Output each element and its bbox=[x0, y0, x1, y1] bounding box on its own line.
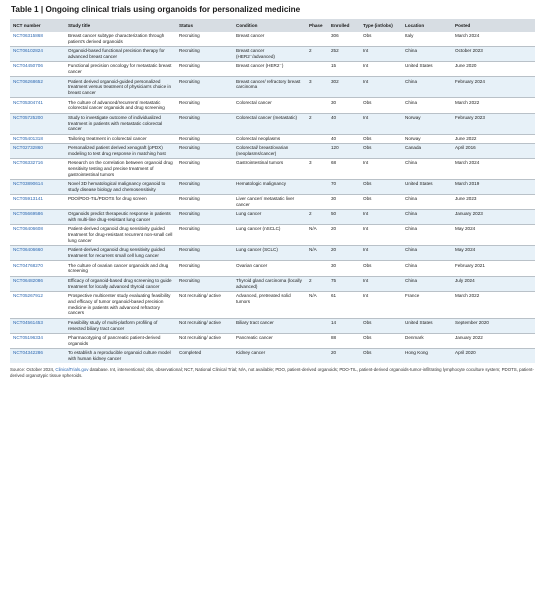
cell-condition: Breast cancer/ refractory breast carcinoma bbox=[233, 77, 306, 98]
cell-posted: February 2024 bbox=[452, 77, 535, 98]
cell-enrolled: 30 bbox=[328, 195, 360, 210]
cell-phase: 3 bbox=[306, 158, 328, 179]
table-row bbox=[10, 47, 535, 62]
cell-enrolled: 20 bbox=[328, 246, 360, 261]
table-row bbox=[10, 158, 535, 179]
cell-posted: September 2020 bbox=[452, 318, 535, 333]
cell-status: Recruiting bbox=[176, 276, 233, 291]
cell-status: Recruiting bbox=[176, 261, 233, 276]
cell-location: Hong Kong bbox=[402, 348, 452, 363]
cell-posted: February 2023 bbox=[452, 113, 535, 134]
cell-condition: Ovarian cancer bbox=[233, 261, 306, 276]
table-row bbox=[10, 143, 535, 158]
cell-enrolled: 88 bbox=[328, 333, 360, 348]
cell-enrolled: 30 bbox=[328, 261, 360, 276]
cell-condition: Colorectal cancer bbox=[233, 98, 306, 113]
cell-study-title: Pharmacotyping of pancreatic patient-derived organoids bbox=[65, 333, 176, 348]
cell-nct-number[interactable]: NCT05913141 bbox=[10, 195, 65, 210]
cell-nct-number[interactable]: NCT06406608 bbox=[10, 225, 65, 246]
cell-location: Italy bbox=[405, 33, 414, 39]
cell-enrolled: 30 bbox=[328, 98, 360, 113]
cell-nct-number[interactable]: NCT05401318 bbox=[10, 134, 65, 143]
cell-location: France bbox=[402, 291, 452, 318]
cell-enrolled: 15 bbox=[328, 62, 360, 77]
cell-phase bbox=[306, 143, 328, 158]
cell-enrolled: 20 bbox=[328, 225, 360, 246]
cell-type: Obs bbox=[360, 195, 402, 210]
cell-phase bbox=[306, 179, 328, 194]
table-row bbox=[10, 195, 535, 210]
cell-nct-number[interactable]: NCT06102824 bbox=[10, 47, 65, 62]
cell-posted: January 2023 bbox=[452, 210, 535, 225]
cell-posted: May 2024 bbox=[452, 246, 535, 261]
cell-enrolled: 20 bbox=[328, 348, 360, 363]
cell-nct-number[interactable]: NCT05669586 bbox=[10, 210, 65, 225]
cell-status: Recruiting bbox=[176, 134, 233, 143]
cell-condition: Lung cancer (nSCLC) bbox=[233, 225, 306, 246]
cell-nct-number[interactable]: NCT05304741 bbox=[10, 98, 65, 113]
cell-type: Obs bbox=[360, 134, 402, 143]
cell-enrolled: 61 bbox=[328, 291, 360, 318]
cell-location: China bbox=[402, 210, 452, 225]
cell-study-title: Research on the correlation between organoid drug sensitivity testing and precise treatment of gastrointestinal tumors bbox=[65, 158, 176, 179]
cell-condition: Gastrointestinal tumors bbox=[233, 158, 306, 179]
cell-condition: Breast cancer (HER2⁻/advanced) bbox=[233, 47, 306, 62]
cell-condition: Breast cancer (HER2⁻) bbox=[233, 62, 306, 77]
cell-type: Obs bbox=[360, 333, 402, 348]
cell-status: Completed bbox=[176, 348, 233, 363]
cell-status: Recruiting bbox=[176, 62, 233, 77]
cell-study-title: Patient-derived organoid drug sensitivity guided treatment for drug-resistant recurrent non-small cell lung cancer bbox=[65, 225, 176, 246]
table-row bbox=[10, 32, 535, 47]
cell-status: Recruiting bbox=[176, 246, 233, 261]
cell-type: Obs bbox=[360, 143, 402, 158]
cell-location: China bbox=[402, 195, 452, 210]
cell-status: Recruiting bbox=[176, 179, 233, 194]
cell-study-title: Efficacy of organoid-based drug screening to guide treatment for locally advanced thyroid cancer bbox=[65, 276, 176, 291]
cell-study-title: Novel 3D hematological malignancy organoid to study disease biology and chemosensitivity bbox=[65, 179, 176, 194]
cell-location: China bbox=[402, 225, 452, 246]
header-study-title: Study title bbox=[65, 19, 176, 32]
cell-status: Recruiting bbox=[176, 47, 233, 62]
cell-enrolled: 50 bbox=[328, 210, 360, 225]
cell-status: Recruiting bbox=[176, 77, 233, 98]
table-row bbox=[10, 134, 535, 143]
cell-condition: Advanced, pretreated solid tumors bbox=[233, 291, 306, 318]
cell-status: Recruiting bbox=[176, 225, 233, 246]
cell-enrolled: 120 bbox=[328, 143, 360, 158]
cell-phase bbox=[306, 62, 328, 77]
table-body bbox=[10, 32, 535, 363]
cell-nct-number[interactable]: NCT04450706 bbox=[10, 62, 65, 77]
cell-status: Not recruiting/ active bbox=[176, 318, 233, 333]
header-phase: Phase bbox=[306, 19, 328, 32]
cell-phase bbox=[306, 134, 328, 143]
cell-study-title: Organoid-based functional precision therapy for advanced breast cancer bbox=[65, 47, 176, 62]
cell-type: Int bbox=[360, 77, 402, 98]
cell-location: China bbox=[402, 158, 452, 179]
cell-study-title: Study to investigate outcome of individualized treatment in patients with metastatic colorectal cancer bbox=[65, 113, 176, 134]
cell-phase bbox=[306, 98, 328, 113]
clinical-trials-table bbox=[10, 19, 535, 363]
cell-phase: N/A bbox=[306, 225, 328, 246]
cell-nct-number[interactable]: NCT06332716 bbox=[10, 158, 65, 179]
cell-status: Recruiting bbox=[176, 143, 233, 158]
cell-posted: March 2022 bbox=[452, 291, 535, 318]
cell-posted: October 2023 bbox=[452, 47, 535, 62]
cell-location: China bbox=[402, 276, 452, 291]
cell-status: Recruiting bbox=[176, 98, 233, 113]
cell-condition: Thyroid gland carcinoma (locally advanced) bbox=[233, 276, 306, 291]
cell-nct-number[interactable]: NCT06406660 bbox=[10, 246, 65, 261]
cell-location: China bbox=[402, 98, 452, 113]
header-enrolled: Enrolled bbox=[328, 19, 360, 32]
cell-condition: Lung cancer bbox=[233, 210, 306, 225]
cell-status: Recruiting bbox=[176, 195, 233, 210]
cell-study-title: Feasibility study of multi-platform profiling of resected biliary tract cancer bbox=[65, 318, 176, 333]
cell-status: Not recruiting/ active bbox=[176, 333, 233, 348]
cell-nct-number[interactable]: NCT04768270 bbox=[10, 261, 65, 276]
cell-posted: July 2024 bbox=[452, 276, 535, 291]
cell-location: China bbox=[402, 261, 452, 276]
cell-location: United States bbox=[402, 179, 452, 194]
table-row bbox=[10, 98, 535, 113]
cell-study-title: PDO/PDO-TIL/PDOTS for drug screen bbox=[65, 195, 176, 210]
cell-nct-number[interactable]: NCT05267912 bbox=[10, 291, 65, 318]
cell-study-title: Prospective multicenter study evaluating feasibility and efficacy of tumor organoid-based precision medicine in patients with advanced refractory cancers bbox=[65, 291, 176, 318]
cell-nct-number[interactable]: NCT06268652 bbox=[10, 77, 65, 98]
table-row bbox=[10, 276, 535, 291]
cell-location: United States bbox=[402, 318, 452, 333]
cell-nct-number[interactable]: NCT04561453 bbox=[10, 318, 65, 333]
cell-condition: Colorectal cancer (metastatic) bbox=[233, 113, 306, 134]
table-row bbox=[10, 291, 535, 318]
header-status: Status bbox=[176, 19, 233, 32]
cell-type: Obs bbox=[360, 261, 402, 276]
table-row bbox=[10, 210, 535, 225]
cell-study-title: Patient-derived organoid drug sensitivity guided treatment for recurrent small cell lung cancer bbox=[65, 246, 176, 261]
cell-condition: Lung cancer (SCLC) bbox=[233, 246, 306, 261]
cell-location: China bbox=[402, 246, 452, 261]
cell-enrolled: 306 bbox=[331, 33, 339, 39]
cell-posted: April 2016 bbox=[452, 143, 535, 158]
cell-status: Recruiting bbox=[179, 33, 200, 39]
cell-nct-number[interactable]: NCT04342286 bbox=[10, 348, 65, 363]
cell-condition: Hematologic malignancy bbox=[233, 179, 306, 194]
header-type: Type (int/obs) bbox=[360, 19, 402, 32]
cell-type: Int bbox=[360, 225, 402, 246]
cell-study-title: To establish a reproducible organoid culture model with human kidney cancer bbox=[65, 348, 176, 363]
table-row bbox=[10, 261, 535, 276]
cell-posted: March 2022 bbox=[452, 98, 535, 113]
table-row bbox=[10, 62, 535, 77]
cell-type: Int bbox=[360, 210, 402, 225]
cell-location: Norway bbox=[402, 113, 452, 134]
cell-type: Int bbox=[360, 62, 402, 77]
cell-type: Int bbox=[360, 246, 402, 261]
cell-nct-number[interactable]: NCT06315868 bbox=[13, 33, 43, 39]
cell-posted: June 2023 bbox=[452, 195, 535, 210]
cell-enrolled: 40 bbox=[328, 113, 360, 134]
header-row bbox=[10, 19, 535, 32]
cell-phase bbox=[306, 32, 328, 47]
cell-posted: March 2024 bbox=[455, 33, 480, 39]
cell-enrolled: 68 bbox=[328, 158, 360, 179]
cell-status: Not recruiting/ active bbox=[176, 291, 233, 318]
cell-type: Int bbox=[360, 291, 402, 318]
cell-study-title: Functional precision oncology for metastatic breast cancer bbox=[65, 62, 176, 77]
cell-location: Norway bbox=[402, 134, 452, 143]
table-row bbox=[10, 225, 535, 246]
cell-study-title: Organoids predict therapeutic response in patients with multi-line drug-resistant lung cancer bbox=[65, 210, 176, 225]
cell-nct-number[interactable]: NCT06482086 bbox=[10, 276, 65, 291]
cell-type: Obs bbox=[360, 318, 402, 333]
cell-enrolled: 14 bbox=[328, 318, 360, 333]
cell-type: Obs bbox=[360, 348, 402, 363]
clinicaltrials-link[interactable]: ClinicalTrials.gov bbox=[55, 366, 89, 372]
cell-enrolled: 40 bbox=[328, 134, 360, 143]
cell-posted: March 2024 bbox=[452, 158, 535, 179]
cell-location: Denmark bbox=[402, 333, 452, 348]
table-row bbox=[10, 348, 535, 363]
cell-condition: Breast cancer bbox=[236, 33, 265, 39]
cell-enrolled: 252 bbox=[328, 47, 360, 62]
cell-phase: 3 bbox=[306, 77, 328, 98]
table-footnote bbox=[10, 367, 535, 379]
table-row bbox=[10, 179, 535, 194]
cell-posted: June 2022 bbox=[452, 134, 535, 143]
header-posted: Posted bbox=[452, 19, 535, 32]
header-location: Location bbox=[402, 19, 452, 32]
cell-enrolled: 302 bbox=[328, 77, 360, 98]
cell-phase bbox=[306, 195, 328, 210]
cell-study-title: Personalized patient derived xenograft (pPDX) modeling to test drug response in matching host bbox=[65, 143, 176, 158]
cell-condition: Liver cancer/ metastatic liver cancer bbox=[233, 195, 306, 210]
header-nct-number: NCT number bbox=[10, 19, 65, 32]
cell-condition: Colorectal/ breast/ovarian (neoplasms/cancer) bbox=[233, 143, 306, 158]
cell-phase: N/A bbox=[306, 246, 328, 261]
cell-posted: June 2020 bbox=[452, 62, 535, 77]
cell-phase: 2 bbox=[306, 276, 328, 291]
cell-posted: March 2019 bbox=[452, 179, 535, 194]
table-row bbox=[10, 113, 535, 134]
cell-condition: Biliary tract cancer bbox=[233, 318, 306, 333]
cell-status: Recruiting bbox=[176, 113, 233, 134]
cell-type: Int bbox=[360, 276, 402, 291]
cell-type: Int bbox=[360, 47, 402, 62]
cell-study-title: Patient derived organoid-guided personalized treatment versus treatment of physician's choice in breast cancer bbox=[65, 77, 176, 98]
cell-enrolled: 70 bbox=[328, 179, 360, 194]
cell-phase: 2 bbox=[306, 47, 328, 62]
cell-posted: April 2020 bbox=[452, 348, 535, 363]
cell-condition: Kidney cancer bbox=[233, 348, 306, 363]
cell-study-title: The culture of ovarian cancer organoids and drug screening bbox=[65, 261, 176, 276]
cell-phase: 2 bbox=[306, 210, 328, 225]
cell-type: Int bbox=[360, 158, 402, 179]
cell-phase: 2 bbox=[306, 113, 328, 134]
footnote-text: database. Int, interventional; obs, observational; NCT, National Clinical Trial; N/A, not available; PDO, patient-derived organoids; PDO-TIL, patient-derived organoids-tumor-infiltrating lymphocyte coculture system; PDOTS, patient-derived organotypic tissue spheroids. bbox=[10, 366, 534, 378]
cell-location: Canada bbox=[402, 143, 452, 158]
cell-posted: January 2022 bbox=[452, 333, 535, 348]
cell-nct-number[interactable]: NCT05196334 bbox=[10, 333, 65, 348]
cell-location: China bbox=[402, 47, 452, 62]
cell-nct-number[interactable]: NCT02732860 bbox=[10, 143, 65, 158]
cell-phase bbox=[306, 348, 328, 363]
cell-study-title: The culture of advanced/recurrent/ metastatic colorectal cancer organoids and drug screening bbox=[65, 98, 176, 113]
cell-type: Int bbox=[360, 113, 402, 134]
cell-enrolled: 75 bbox=[328, 276, 360, 291]
cell-phase bbox=[306, 318, 328, 333]
cell-condition: Pancreatic cancer bbox=[233, 333, 306, 348]
cell-type: Obs bbox=[360, 179, 402, 194]
cell-posted: February 2021 bbox=[452, 261, 535, 276]
table-row bbox=[10, 333, 535, 348]
cell-condition: Colorectal neoplasms bbox=[233, 134, 306, 143]
header-condition: Condition bbox=[233, 19, 306, 32]
cell-nct-number[interactable]: NCT05725200 bbox=[10, 113, 65, 134]
cell-study-title: Breast cancer subtype characterization through patient's derived organoids bbox=[68, 33, 165, 45]
cell-phase: N/A bbox=[306, 291, 328, 318]
cell-nct-number[interactable]: NCT03890614 bbox=[10, 179, 65, 194]
cell-type: Obs bbox=[363, 33, 372, 39]
cell-type: Obs bbox=[360, 98, 402, 113]
cell-phase bbox=[306, 261, 328, 276]
footnote-prefix: Source: October 2024, bbox=[10, 366, 56, 372]
table-caption: Table 1 | Ongoing clinical trials using organoids for personalized medicine bbox=[11, 5, 301, 14]
cell-study-title: Tailoring treatment in colorectal cancer bbox=[65, 134, 176, 143]
cell-status: Recruiting bbox=[176, 210, 233, 225]
cell-phase bbox=[306, 333, 328, 348]
table-row bbox=[10, 77, 535, 98]
cell-location: United States bbox=[402, 62, 452, 77]
cell-status: Recruiting bbox=[176, 158, 233, 179]
cell-posted: May 2024 bbox=[452, 225, 535, 246]
table-row bbox=[10, 318, 535, 333]
table-row bbox=[10, 246, 535, 261]
cell-location: China bbox=[402, 77, 452, 98]
